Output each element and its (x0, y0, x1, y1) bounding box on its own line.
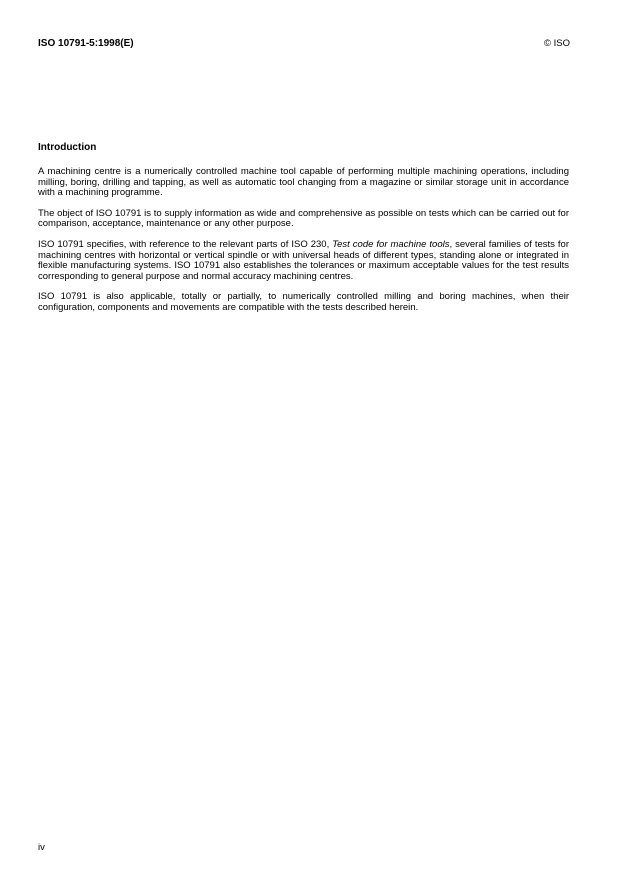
introduction-section (38, 142, 569, 324)
paragraph-applicability: ISO 10791 is also applicable, totally or partially, to numerically controlled milling and boring machines, when their configuration, components and movements are compatible with the tests described herein. (38, 291, 569, 313)
paragraph-specifies-lead: ISO 10791 specifies, with reference to the relevant parts of ISO 230, (38, 238, 333, 250)
section-title: Introduction (38, 142, 97, 153)
paragraph-specifies (38, 240, 569, 282)
copyright-notice: © ISO (543, 38, 570, 49)
paragraph-machining-centre: A machining centre is a numerically controlled machine tool capable of performing multiple machining operations, including milling, boring, drilling and tapping, as well as automatic tool changing from a magazine or similar storage unit in accordance with a machining programme. (38, 166, 569, 199)
cited-title: Test code for machine tools (332, 238, 450, 250)
page-number: iv (38, 842, 45, 853)
paragraph-specifies-rest: , several families of tests for machining centres with horizontal or vertical spindle or with universal heads of different types, standing alone or integrated in flexible manufacturing systems. ISO 10791 also establishes the tolerances or maximum acceptable values for the test results corresponding to general purpose and normal accuracy machining centres. (38, 238, 569, 282)
paragraph-object: The object of ISO 10791 is to supply information as wide and comprehensive as possible on tests which can be carried out for comparison, acceptance, maintenance or any other purpose. (38, 207, 569, 230)
document-id: ISO 10791-5:1998(E) (38, 38, 134, 49)
